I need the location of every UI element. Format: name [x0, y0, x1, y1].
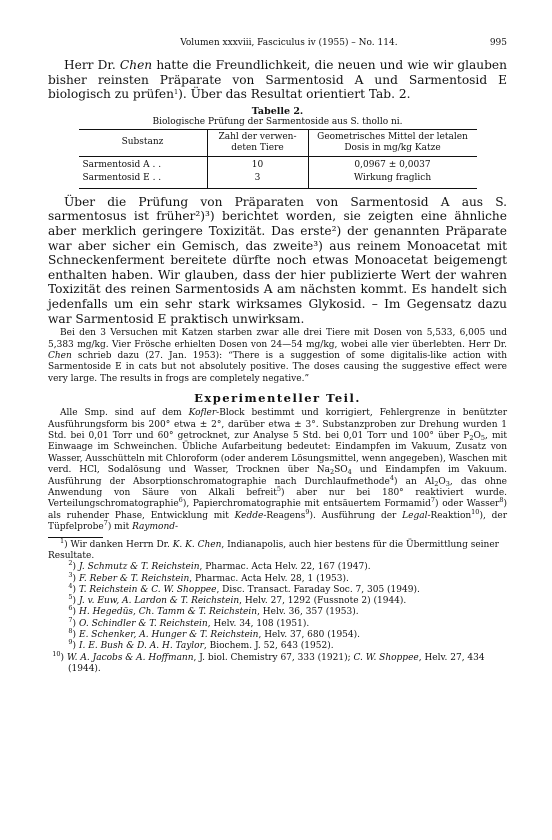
table-caption: Tabelle 2.: [251, 105, 304, 117]
footnote-ref: 1: [173, 88, 179, 97]
author-name-chen: Chen: [48, 350, 72, 361]
table-subtitle: Biologische Prüfung der Sarmentoside aus S. thollo ni.: [152, 116, 403, 127]
intro-paragraph: Herr Dr. Chen hatte die Freundlichkeit, die neuen und wie wir glauben bisher reinsten Präparate von Sarmentosid A und Sarmentosid E biologisch zu prüfen$^1$). Über das Resultat orientiert Tab. 2.: [48, 58, 507, 102]
footnote: $^7$) O. Schindler & T. Reichstein, Helv. 34, 108 (1951).: [68, 615, 310, 629]
page-number: 995: [489, 38, 507, 48]
author-name-chen: Chen: [119, 58, 153, 72]
table-cell: Wirkung fraglich: [308, 172, 477, 188]
table-row: [79, 156, 477, 172]
footnote: $^3$) F. Reber & T. Reichstein, Pharmac. Acta Helv. 28, 1 (1953).: [68, 570, 349, 584]
header-cell-dosis: Geometrisches Mittel der letalen Dosis in mg/kg Katze: [308, 129, 477, 156]
small-note-paragraph: Bei den 3 Versuchen mit Katzen starben zwar alle drei Tiere mit Dosen von 5,533, 6,005 und 5,383 mg/kg. Vier Frösche erhielten Dosen von 24—54 mg/kg, wobei alle vier überlebten. Herr Dr. Chen schrieb dazu (27. Jan. 1953): “There is a suggestion of some digitalis-like action with Sarmentoside E in cats but not absolutely positive. The doses causing the suggestive effect were very large. The results in frogs are completely negative.”: [48, 328, 507, 384]
footnote: $^5$) J. v. Euw, A. Lardon & T. Reichstein, Helv. 27, 1292 (Fussnote 2) (1944).: [68, 593, 407, 607]
running-header: [48, 38, 507, 48]
experimental-paragraph: Alle Smp. sind auf dem Kofler-Block bestimmt und korrigiert, Fehlergrenze in benützter Ausführungsform bis 200° etwa ± 2°, darüber etwa ± 3°. Substanzproben zur Drehung wurden 1 Std. bei 0,01 Torr und 60° getrocknet, zur Analyse 5 Std. bei 0,01 Torr und 100° über $P_2O_5$, mit Einwaage im Schweinchen. Übliche Aufarbeitung bedeutet: Eindampfen im Vakuum, Zusatz von Wasser, Ausschütteln mit Chloroform (oder anderem Lösungsmittel, wenn angegeben), Waschen mit verd. HCl, Sodalösung und Wasser, Trocknen über $Na_2SO_4$ und Eindampfen im Vakuum. Ausführung der Absorptionschromatographie nach Durchlaufmethode$^4$) an $Al_2O_3$, das ohne Anwendung von Säure von Alkali befreit$^5$) aber nur bei 180° reaktiviert wurde. Verteilungschromatographie$^6$), Papierchromatographie mit entsäuertem Formamid$^7$) oder Wasser$^8$) als ruhender Phase, Entwicklung mit Kedde-Reagens$^9$). Ausführung der Legal-Reaktion$^{10}$), der Tüpfelprobe$^7$) mit Raymond-: [48, 408, 508, 533]
footnote: $^1$) Wir danken Herrn Dr. K. K. Chen, Indianapolis, auch hier bestens für die Übermittlung seiner Resultate.: [48, 536, 499, 561]
footnote: $^4$) T. Reichstein & C. W. Shoppee, Disc. Transact. Faraday Soc. 7, 305 (1949).: [68, 581, 420, 595]
footnote: $^2$) J. Schmutz & T. Reichstein, Pharmac. Acta Helv. 22, 167 (1947).: [68, 559, 371, 573]
header-cell-substanz: Substanz: [79, 129, 208, 156]
table-cell: 3: [207, 172, 308, 188]
table-cell: Sarmentosid E . .: [79, 172, 208, 188]
main-paragraph: Über die Prüfung von Präparaten von Sarmentosid A aus S. sarmentosus ist früher²)³) berichtet worden, sie zeigten eine ähnliche aber merklich geringere Toxizität. Das erste²) der genannten Präparate war aber sicher ein Gemisch, das zweite³) aus reinem Monoacetat mit Schneckenferment bereitete dürfte noch etwas Monoacetat beigemengt enthalten haben. Wir glauben, dass der hier publizierte Wert der wahren Toxizität des reinen Sarmentosids A am nächsten kommt. Es handelt sich jedenfalls um ein sehr stark wirksames Glykosid. – Im Gegensatz dazu war Sarmentosid E praktisch unwirksam.: [48, 194, 507, 326]
table-cell: 0,0967 ± 0,0037: [308, 156, 477, 172]
footnote: $^8$) E. Schenker, A. Hunger & T. Reichstein, Helv. 37, 680 (1954).: [68, 627, 360, 640]
footnote: $^9$) I. E. Bush & D. A. H. Taylor, Biochem. J. 52, 643 (1952).: [68, 638, 334, 652]
table-row: [79, 172, 477, 188]
table-header-row: [79, 129, 477, 156]
table-cell: Sarmentosid A . .: [82, 159, 162, 170]
results-table: [79, 129, 477, 189]
page: [48, 38, 507, 675]
section-title: Experimenteller Teil.: [194, 391, 361, 406]
table-cell: 10: [207, 156, 308, 172]
journal-volume-line: Volumen xxxviii, Fasciculus iv (1955) – No. 114.: [180, 38, 398, 48]
footnotes: [48, 536, 507, 676]
footnote: $^6$) H. Hegedüs, Ch. Tamm & T. Reichstein, Helv. 36, 357 (1953).: [68, 604, 359, 618]
header-cell-tiere: Zahl der verwen- deten Tiere: [207, 129, 308, 156]
footnote: $^{10}$) W. A. Jacobs & A. Hoffmann, J. biol. Chemistry 67, 333 (1921); C. W. Shoppee, Helv. 27, 434 (1944).: [52, 649, 485, 674]
footnote-divider: [48, 537, 103, 538]
